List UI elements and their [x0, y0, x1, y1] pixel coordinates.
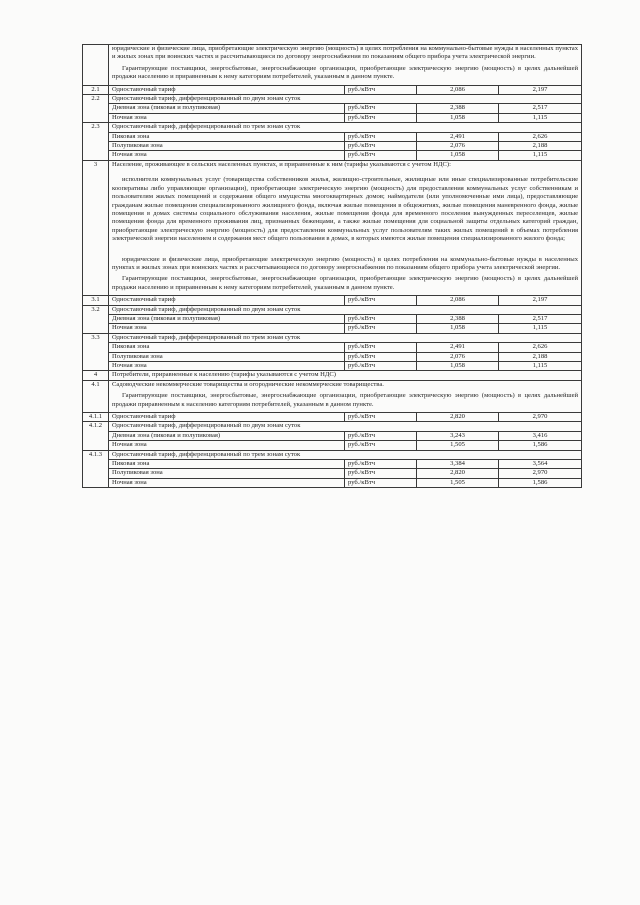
tariff-value-2: 2,517 — [499, 314, 582, 323]
tariff-unit: руб./кВтч — [345, 478, 417, 487]
tariff-unit: руб./кВтч — [345, 85, 417, 94]
tariff-value-2: 1,586 — [499, 441, 582, 450]
tariff-name: Одноставочный тариф — [109, 85, 345, 94]
row-number: 4.1.2 — [83, 422, 109, 450]
table-row — [83, 123, 582, 132]
row-number: 4 — [83, 371, 109, 380]
row-number: 3.3 — [83, 333, 109, 371]
tariff-name: Дневная зона (пиковая и полупиковая) — [109, 314, 345, 323]
tariff-name: Пиковая зона — [109, 132, 345, 141]
tariff-name: Одноставочный тариф — [109, 296, 345, 305]
tariff-value-1: 2,076 — [417, 142, 499, 151]
tariff-value-1: 2,820 — [417, 469, 499, 478]
tariff-value-2: 2,188 — [499, 142, 582, 151]
tariff-unit: руб./кВтч — [345, 324, 417, 333]
tariff-name: Ночная зона — [109, 113, 345, 122]
table-row — [83, 104, 582, 113]
tariff-value-1: 2,388 — [417, 104, 499, 113]
tariff-value-1: 1,058 — [417, 151, 499, 160]
section-heading: Потребители, приравненные к населению (тарифы указываются с учетом НДС) — [109, 371, 582, 380]
tariff-value-2: 1,115 — [499, 362, 582, 371]
tariff-value-2: 3,416 — [499, 431, 582, 440]
tariff-unit: руб./кВтч — [345, 151, 417, 160]
tariff-value-1: 1,058 — [417, 113, 499, 122]
tariff-unit: руб./кВтч — [345, 314, 417, 323]
tariff-table — [82, 44, 582, 488]
tariff-name: Ночная зона — [109, 441, 345, 450]
table-row — [83, 314, 582, 323]
tariff-unit: руб./кВтч — [345, 460, 417, 469]
tariff-value-1: 2,820 — [417, 413, 499, 422]
section-paragraph: исполнители коммунальных услуг (товарищества собственников жилья, жилищно-строительные, жилищные или иные специализированные потребительские кооперативы либо управляющие организации), приобретающие электрическую энергию (мощность) для предоставления коммунальных услуг собственникам и пользователям жилых помещений и содержания общего имущества многоквартирных домов; наймодатели (или уполномоченные ими лица), предоставляющие гражданам жилые помещения специализированного жилищного фонда, включая жилые помещения в общежитиях, жилые помещения маневренного фонда, жилые помещения в домах системы социального обслуживания населения, жилые помещения фонда для временного поселения вынужденных переселенцев, жилые помещения фонда для временного проживания лиц, признанных беженцами, а также жилые помещения для социальной защиты отдельных категорий граждан, приобретающие электрическую энергию (мощность) для предоставления коммунальных услуг пользователям таких жилых помещений в объемах потребления электрической энергии населением и содержания мест общего пользования в домах, в которых имеются жилые помещения специализированного жилого фонда; — [112, 176, 579, 243]
tariff-value-2: 1,115 — [499, 113, 582, 122]
row-number: 4.1.1 — [83, 413, 109, 422]
tariff-value-1: 2,076 — [417, 352, 499, 361]
row-number: 3 — [83, 160, 109, 295]
tariff-unit: руб./кВтч — [345, 352, 417, 361]
row-number: 4.1.3 — [83, 450, 109, 488]
row-number: 2.1 — [83, 85, 109, 94]
tariff-value-1: 3,243 — [417, 431, 499, 440]
tariff-name: Ночная зона — [109, 151, 345, 160]
tariff-value-2: 1,115 — [499, 151, 582, 160]
tariff-value-2: 2,517 — [499, 104, 582, 113]
tariff-value-1: 2,491 — [417, 343, 499, 352]
tariff-unit: руб./кВтч — [345, 113, 417, 122]
table-row — [83, 413, 582, 422]
row-number — [83, 45, 109, 86]
tariff-unit: руб./кВтч — [345, 413, 417, 422]
tariff-name: Пиковая зона — [109, 343, 345, 352]
table-row — [83, 450, 582, 459]
table-row — [83, 362, 582, 371]
table-row — [83, 132, 582, 141]
tariff-value-2: 1,115 — [499, 324, 582, 333]
row-number: 3.1 — [83, 296, 109, 305]
section3-text-cell — [109, 160, 582, 295]
table-row — [83, 333, 582, 342]
section4-sub-cell — [109, 380, 582, 412]
tariff-name: Ночная зона — [109, 362, 345, 371]
tariff-unit: руб./кВтч — [345, 343, 417, 352]
table-row — [83, 343, 582, 352]
section2-intro-cell — [109, 45, 582, 86]
section-heading: Население, проживающее в сельских населенных пунктах, и приравненные к ним (тарифы указываются с учетом НДС): — [112, 160, 451, 168]
section-paragraph: юридические и физические лица, приобретающие электрическую энергию (мощность) в целях потребления на коммунально-бытовые нужды в населенных пунктах и жилых зонах при воинских частях и рассчитывающиеся по договору энергоснабжения по показаниям общего прибора учета электрической энергии. — [112, 255, 579, 271]
table-row — [83, 151, 582, 160]
table-row — [83, 142, 582, 151]
tariff-value-2: 3,564 — [499, 460, 582, 469]
tariff-unit: руб./кВтч — [345, 104, 417, 113]
tariff-value-1: 2,491 — [417, 132, 499, 141]
tariff-value-1: 1,505 — [417, 478, 499, 487]
tariff-value-1: 2,388 — [417, 314, 499, 323]
table-row — [83, 431, 582, 440]
tariff-value-2: 2,626 — [499, 132, 582, 141]
tariff-unit: руб./кВтч — [345, 431, 417, 440]
tariff-group-heading: Одноставочный тариф, дифференцированный по трем зонам суток — [109, 333, 582, 342]
tariff-unit: руб./кВтч — [345, 142, 417, 151]
tariff-unit: руб./кВтч — [345, 469, 417, 478]
tariff-name: Ночная зона — [109, 478, 345, 487]
tariff-value-1: 1,058 — [417, 362, 499, 371]
tariff-name: Дневная зона (пиковая и полупиковая) — [109, 104, 345, 113]
tariff-group-heading: Одноставочный тариф, дифференцированный по двум зонам суток — [109, 305, 582, 314]
tariff-value-2: 2,970 — [499, 469, 582, 478]
tariff-unit: руб./кВтч — [345, 132, 417, 141]
tariff-value-1: 2,086 — [417, 296, 499, 305]
tariff-value-2: 2,197 — [499, 296, 582, 305]
tariff-name: Ночная зона — [109, 324, 345, 333]
tariff-group-heading: Одноставочный тариф, дифференцированный по двум зонам суток — [109, 422, 582, 431]
tariff-name: Одноставочный тариф — [109, 413, 345, 422]
tariff-value-2: 2,626 — [499, 343, 582, 352]
tariff-name: Пиковая зона — [109, 460, 345, 469]
table-row — [83, 469, 582, 478]
table-row — [83, 95, 582, 104]
tariff-value-2: 2,197 — [499, 85, 582, 94]
table-row — [83, 460, 582, 469]
tariff-unit: руб./кВтч — [345, 362, 417, 371]
subsection-paragraph: Гарантирующие поставщики, энергосбытовые, энергоснабжающие организации, приобретающие электрическую энергию (мощность) в целях дальнейшей продажи приравненным к населению категориям потребителей, указанным в данном пункте. — [112, 392, 579, 408]
table-row — [83, 296, 582, 305]
table-row — [83, 305, 582, 314]
section4-heading-row — [83, 371, 582, 380]
table-row — [83, 422, 582, 431]
subsection-heading: Садоводческие некоммерческие товарищества и огороднические некоммерческие товарищества. — [112, 380, 384, 388]
tariff-value-1: 3,384 — [417, 460, 499, 469]
tariff-name: Полупиковая зона — [109, 352, 345, 361]
table-row — [83, 352, 582, 361]
tariff-unit: руб./кВтч — [345, 441, 417, 450]
tariff-group-heading: Одноставочный тариф, дифференцированный по трем зонам суток — [109, 450, 582, 459]
table-row — [83, 324, 582, 333]
intro-paragraph: юридические и физические лица, приобретающие электрическую энергию (мощность) в целях потребления на коммунально-бытовые нужды в населенных пунктах и жилых зонах при воинских частях и рассчитывающиеся по договору энергоснабжения по показаниям общего прибора учета электрической энергии. — [112, 45, 579, 61]
row-number: 4.1 — [83, 380, 109, 412]
tariff-value-1: 1,505 — [417, 441, 499, 450]
tariff-name: Полупиковая зона — [109, 142, 345, 151]
section2-intro-row — [83, 45, 582, 86]
tariff-value-2: 2,188 — [499, 352, 582, 361]
tariff-value-1: 2,086 — [417, 85, 499, 94]
row-number: 2.2 — [83, 95, 109, 123]
tariff-group-heading: Одноставочный тариф, дифференцированный по двум зонам суток — [109, 95, 582, 104]
section3-row — [83, 160, 582, 295]
table-row — [83, 441, 582, 450]
intro-paragraph: Гарантирующие поставщики, энергосбытовые, энергоснабжающие организации, приобретающие электрическую энергию (мощность) в целях дальнейшей продажи населению и приравненным к нему категориям потребителей, указанным в данном пункте. — [112, 64, 579, 81]
table-row — [83, 85, 582, 94]
tariff-value-2: 2,970 — [499, 413, 582, 422]
tariff-name: Дневная зона (пиковая и полупиковая) — [109, 431, 345, 440]
table-row — [83, 113, 582, 122]
tariff-unit: руб./кВтч — [345, 296, 417, 305]
tariff-name: Полупиковая зона — [109, 469, 345, 478]
section-paragraph: Гарантирующие поставщики, энергосбытовые, энергоснабжающие организации, приобретающие электрическую энергию (мощность) в целях дальнейшей продажи населению и приравненным к нему категориям потребителей, указанным в данном пункте. — [112, 275, 579, 291]
table-row — [83, 478, 582, 487]
tariff-value-2: 1,586 — [499, 478, 582, 487]
tariff-group-heading: Одноставочный тариф, дифференцированный по трем зонам суток — [109, 123, 582, 132]
row-number: 3.2 — [83, 305, 109, 333]
tariff-value-1: 1,058 — [417, 324, 499, 333]
row-number: 2.3 — [83, 123, 109, 161]
section4-sub-row — [83, 380, 582, 412]
